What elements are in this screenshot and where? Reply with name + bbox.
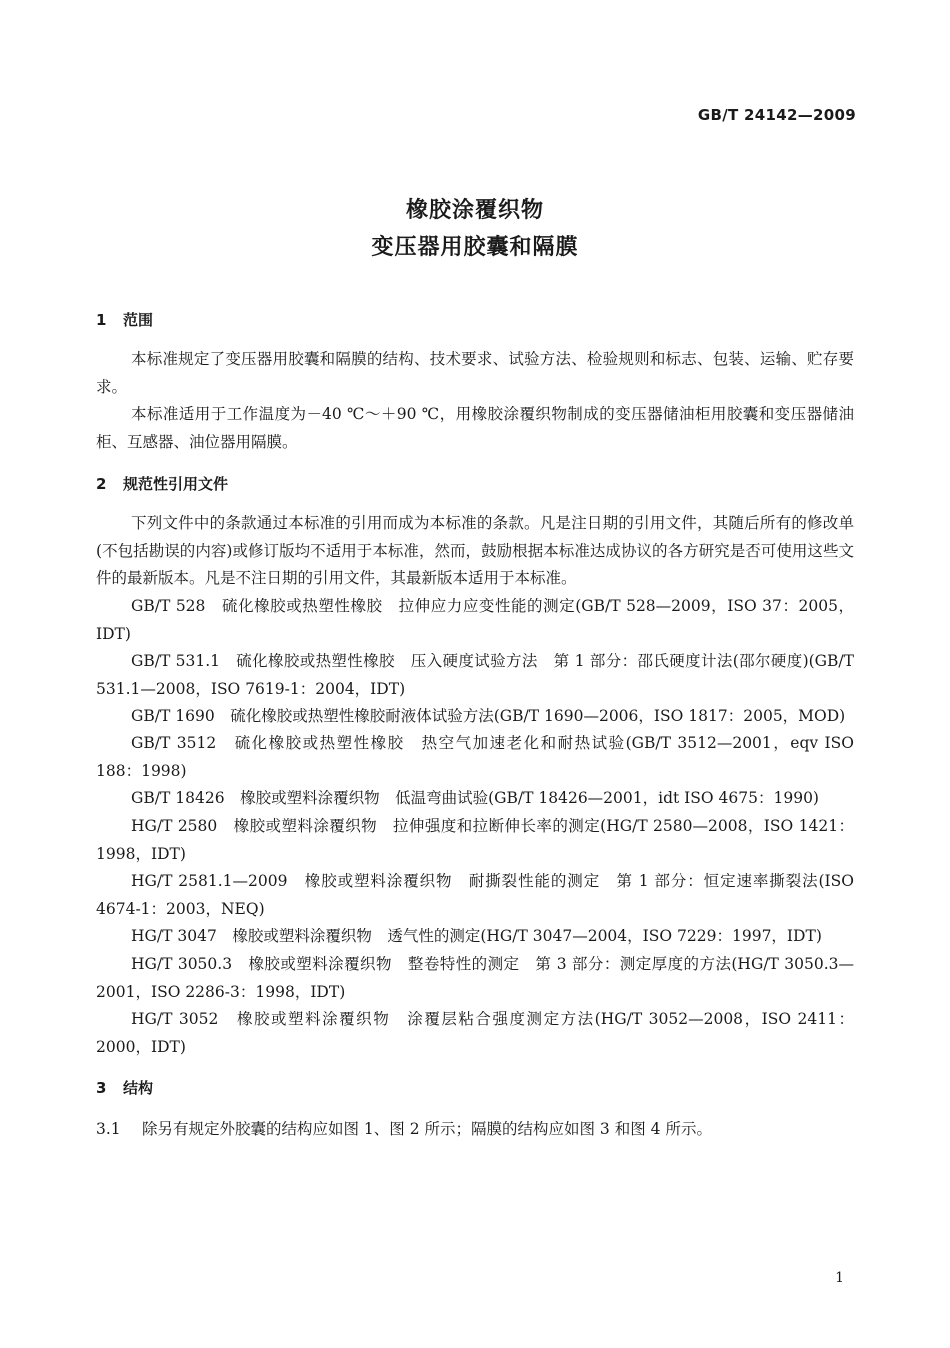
section-1-heading (96, 309, 153, 330)
reference-item: GB/T 528 硫化橡胶或热塑性橡胶 拉伸应力应变性能的测定(GB/T 528—2009，ISO 37：2005，IDT) (96, 597, 854, 643)
section-2-heading (96, 473, 228, 494)
reference-item: GB/T 18426 橡胶或塑料涂覆织物 低温弯曲试验(GB/T 18426—2001，idt ISO 4675：1990) (131, 789, 819, 807)
section-title: 结构 (123, 1079, 154, 1097)
reference-item: GB/T 531.1 硫化橡胶或热塑性橡胶 压入硬度试验方法 第 1 部分：邵氏硬度计法(邵尔硬度)(GB/T 531.1—2008，ISO 7619-1：2004，IDT) (96, 652, 854, 698)
reference-item: HG/T 2580 橡胶或塑料涂覆织物 拉伸强度和拉断伸长率的测定(HG/T 2580—2008，ISO 1421：1998，IDT) (96, 817, 854, 863)
clause-text: 除另有规定外胶囊的结构应如图 1、图 2 所示；隔膜的结构应如图 3 和图 4 所示。 (142, 1120, 712, 1138)
section-title: 范围 (123, 311, 154, 329)
clause-3-1 (96, 1116, 854, 1144)
paragraph: 本标准规定了变压器用胶囊和隔膜的结构、技术要求、试验方法、检验规则和标志、包装、运输、贮存要求。 (96, 350, 854, 396)
section-number: 1 (96, 311, 107, 329)
reference-item: HG/T 2581.1—2009 橡胶或塑料涂覆织物 耐撕裂性能的测定 第 1 部分：恒定速率撕裂法(ISO 4674-1：2003，NEQ) (96, 872, 854, 918)
paragraph: 本标准适用于工作温度为－40 ℃～＋90 ℃，用橡胶涂覆织物制成的变压器储油柜用胶囊和变压器储油柜、互感器、油位器用隔膜。 (96, 405, 854, 451)
reference-item: HG/T 3047 橡胶或塑料涂覆织物 透气性的测定(HG/T 3047—2004，ISO 7229：1997，IDT) (131, 927, 822, 945)
section-3-heading (96, 1077, 153, 1098)
section-number: 2 (96, 475, 107, 493)
title-line-1: 橡胶涂覆织物 (405, 198, 544, 223)
page-number: 1 (835, 1270, 844, 1286)
title-line-2: 变压器用胶囊和隔膜 (371, 235, 579, 260)
standard-number: GB/T 24142—2009 (697, 106, 856, 124)
paragraph: 下列文件中的条款通过本标准的引用而成为本标准的条款。凡是注日期的引用文件，其随后所有的修改单(不包括勘误的内容)或修订版均不适用于本标准，然而，鼓励根据本标准达成协议的各方研究是否可使用这些文件的最新版本。凡是不注日期的引用文件，其最新版本适用于本标准。 (96, 514, 854, 587)
reference-item: GB/T 3512 硫化橡胶或热塑性橡胶 热空气加速老化和耐热试验(GB/T 3512—2001，eqv ISO 188：1998) (96, 734, 854, 780)
reference-item: GB/T 1690 硫化橡胶或热塑性橡胶耐液体试验方法(GB/T 1690—2006，ISO 1817：2005，MOD) (131, 707, 846, 725)
reference-item: HG/T 3050.3 橡胶或塑料涂覆织物 整卷特性的测定 第 3 部分：测定厚度的方法(HG/T 3050.3—2001，ISO 2286-3：1998，IDT) (96, 955, 854, 1001)
reference-item: HG/T 3052 橡胶或塑料涂覆织物 涂覆层粘合强度测定方法(HG/T 3052—2008，ISO 2411：2000，IDT) (96, 1010, 854, 1056)
section-title: 规范性引用文件 (123, 475, 229, 493)
clause-number: 3.1 (96, 1120, 121, 1138)
section-number: 3 (96, 1079, 107, 1097)
